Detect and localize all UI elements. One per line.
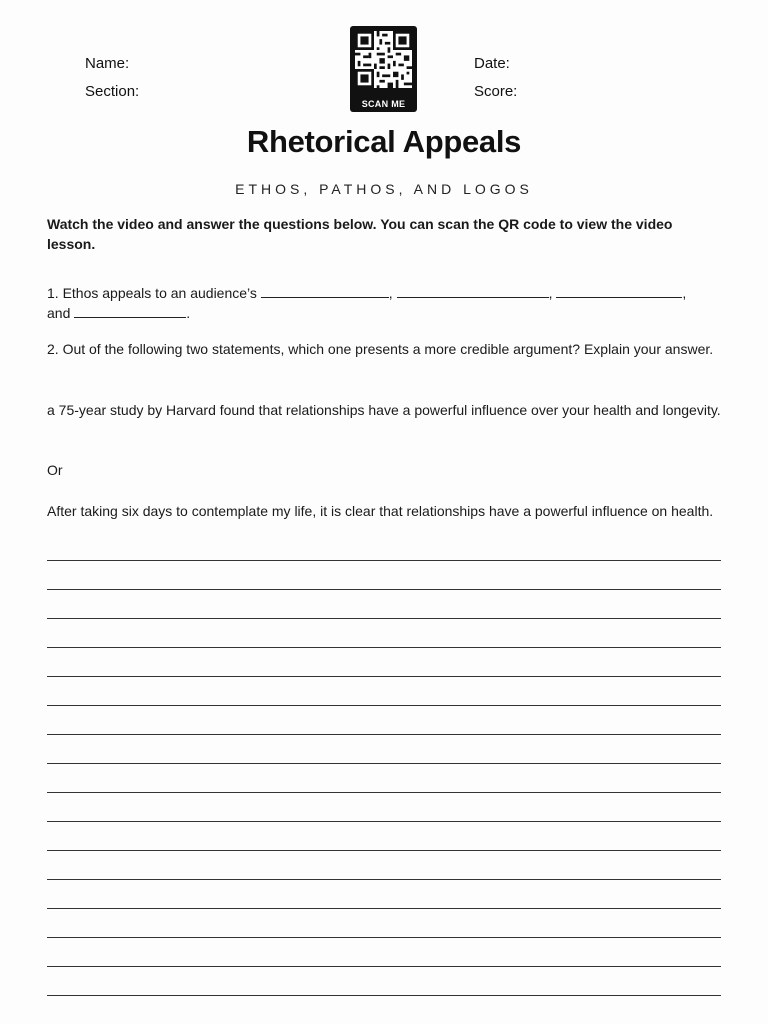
question-2: 2. Out of the following two statements, which one presents a more credible argument? Explain your answer.: [47, 341, 714, 357]
answer-line[interactable]: [47, 879, 721, 880]
blank-3[interactable]: [556, 283, 682, 298]
blank-1[interactable]: [261, 283, 389, 298]
score-label: Score:: [474, 83, 518, 100]
section-label: Section:: [85, 83, 140, 100]
date-label: Date:: [474, 55, 510, 72]
page-subtitle: ETHOS, PATHOS, AND LOGOS: [235, 181, 533, 197]
qr-caption: SCAN ME: [361, 99, 406, 109]
name-label: Name:: [85, 55, 130, 72]
instructions: Watch the video and answer the questions below. You can scan the QR code to view the video lesson.: [47, 216, 673, 252]
answer-line[interactable]: [47, 734, 721, 735]
blank-2[interactable]: [397, 283, 549, 298]
statement-a: a 75-year study by Harvard found that relationships have a powerful influence over your health and longevity.: [47, 402, 721, 418]
question-1: [47, 283, 727, 323]
question-1-separator: ,: [548, 285, 553, 301]
answer-line[interactable]: [47, 792, 721, 793]
question-1-end: .: [186, 305, 191, 321]
or-text: Or: [47, 462, 63, 478]
answer-line[interactable]: [47, 647, 721, 648]
answer-line[interactable]: [47, 589, 721, 590]
blank-4[interactable]: [74, 303, 186, 318]
answer-line[interactable]: [47, 937, 721, 938]
statement-b: After taking six days to contemplate my life, it is clear that relationships have a powerful influence on health.: [47, 503, 714, 519]
answer-line[interactable]: [47, 908, 721, 909]
answer-line[interactable]: [47, 821, 721, 822]
question-1-text: 1. Ethos appeals to an audience’s: [47, 285, 257, 301]
page-title: Rhetorical Appeals: [246, 124, 522, 159]
answer-line[interactable]: [47, 618, 721, 619]
qr-code[interactable]: [350, 26, 417, 112]
answer-line[interactable]: [47, 676, 721, 677]
answer-line[interactable]: [47, 995, 721, 996]
answer-line[interactable]: [47, 705, 721, 706]
answer-line[interactable]: [47, 560, 721, 561]
answer-line[interactable]: [47, 966, 721, 967]
question-1-separator: ,: [682, 285, 687, 301]
answer-line[interactable]: [47, 763, 721, 764]
answer-line[interactable]: [47, 850, 721, 851]
qr-pattern-icon: [355, 31, 412, 88]
question-1-and: and: [47, 305, 71, 321]
question-1-separator: ,: [388, 285, 393, 301]
